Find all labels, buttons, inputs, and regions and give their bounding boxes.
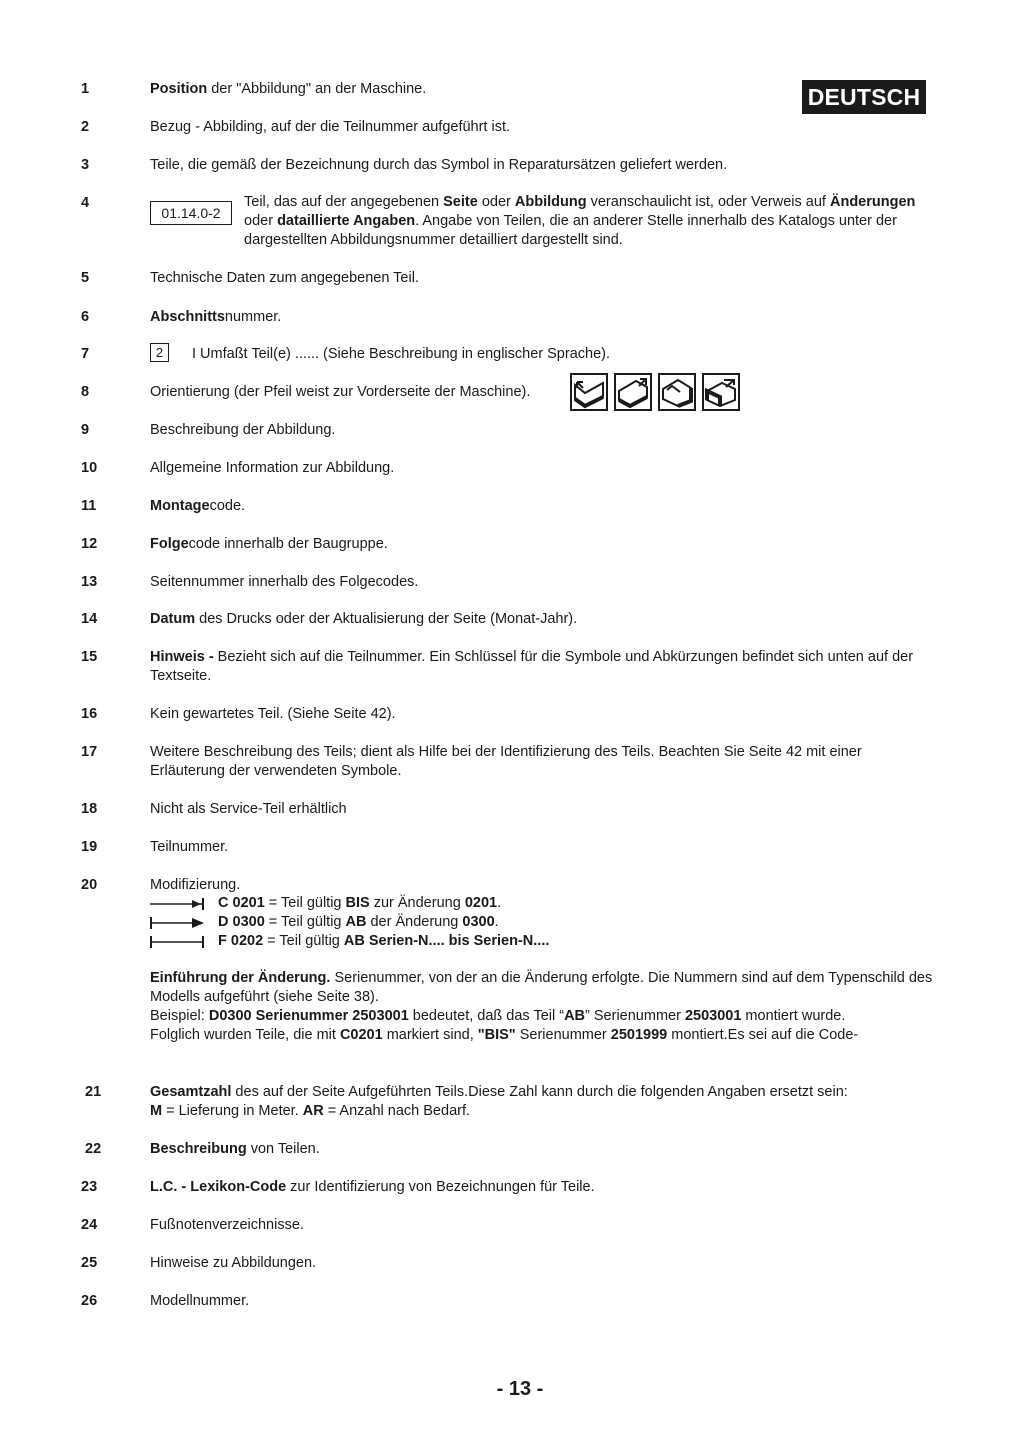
item-number: 26: [81, 1293, 98, 1309]
item-text: Teil, das auf der angegebenen Seite oder Abbildung veranschaulicht ist, oder Verweis auf Änderungen oder dataillierte Angaben. Angabe von Teilen, die an anderer Stelle innerhalb des Katalogs unter der dargestellten Abbildungsnummer detailliert dargestellt sind.: [244, 194, 916, 248]
item-text: Bezug - Abbilding, auf der die Teilnummer aufgeführt ist.: [150, 119, 511, 135]
item-text: Allgemeine Information zur Abbildung.: [150, 460, 395, 476]
item-text: Teile, die gemäß der Bezeichnung durch das Symbol in Reparatursätzen geliefert werden.: [150, 157, 728, 173]
item-text: Beschreibung von Teilen.: [150, 1141, 320, 1157]
item-text: Teilnummer.: [150, 839, 229, 855]
item-text: Datum des Drucks oder der Aktualisierung der Seite (Monat-Jahr).: [150, 611, 578, 627]
item-number: 18: [81, 801, 98, 817]
item-text: Technische Daten zum angegebenen Teil.: [150, 270, 419, 286]
item-number: 22: [85, 1141, 102, 1157]
item-number: 7: [81, 346, 90, 362]
item-number: 10: [81, 460, 98, 476]
orientation-right-rear-icon: [702, 373, 740, 411]
item-number: 12: [81, 536, 98, 552]
orientation-right-front-icon: [614, 373, 652, 411]
modification-intro: Einführung der Änderung. Serienummer, von der an die Änderung erfolgte. Die Nummern sind auf dem Typenschild des Modells aufgeführt (siehe Seite 38). Beispiel: D0300 Serienummer 2503001 bedeutet, daß das Teil “AB” Serienummer 2503001 montiert wurde. Folglich wurden Teile, die mit C0201 markiert sind, "BIS" Serienummer 2501999 montiert.Es sei auf die Code-: [150, 970, 933, 1043]
item-number: 11: [81, 498, 97, 514]
item-text: Folgecode innerhalb der Baugruppe.: [150, 536, 388, 552]
item-number: 17: [81, 744, 98, 760]
orientation-left-front-icon: [570, 373, 608, 411]
item-number: 16: [81, 706, 98, 722]
item-number: 14: [81, 611, 98, 627]
item-number: 6: [81, 309, 90, 325]
page-number: - 13 -: [496, 1378, 544, 1400]
item-number: 13: [81, 574, 98, 590]
item-number: 24: [81, 1217, 98, 1233]
item-text: Montagecode.: [150, 498, 246, 514]
item-text: Position der "Abbildung" an der Maschine.: [150, 81, 427, 97]
item-text: Abschnittsnummer.: [150, 309, 282, 325]
item-text: Gesamtzahl des auf der Seite Aufgeführten Teils.Diese Zahl kann durch die folgenden Angaben ersetzt sein: M = Lieferung in Meter. AR = Anzahl nach Bedarf.: [150, 1084, 848, 1119]
item-number: 25: [81, 1255, 98, 1271]
item-text: I Umfaßt Teil(e) ...... (Siehe Beschreibung in englischer Sprache).: [192, 346, 611, 362]
item-number: 21: [85, 1084, 102, 1100]
item-text: Hinweise zu Abbildungen.: [150, 1255, 317, 1271]
quantity-box: 2: [150, 343, 169, 362]
item-text: Orientierung (der Pfeil weist zur Vorderseite der Maschine).: [150, 384, 531, 400]
item-number: 9: [81, 422, 90, 438]
item-number: 5: [81, 270, 90, 286]
item-text: Nicht als Service-Teil erhältlich: [150, 801, 347, 817]
item-text: Kein gewartetes Teil. (Siehe Seite 42).: [150, 706, 396, 722]
item-number: 3: [81, 157, 90, 173]
language-badge: DEUTSCH: [802, 80, 926, 114]
item-number: 15: [81, 649, 98, 665]
orientation-icons: [570, 373, 740, 411]
item-number: 1: [81, 81, 90, 97]
item-number: 23: [81, 1179, 98, 1195]
item-text: Weitere Beschreibung des Teils; dient als Hilfe bei der Identifizierung des Teils. Beachten Sie Seite 42 mit einer Erläuterung der verwendeten Symbole.: [150, 744, 862, 779]
item-number: 8: [81, 384, 90, 400]
item-text: Hinweis - Bezieht sich auf die Teilnummer. Ein Schlüssel für die Symbole und Abkürzungen befindet sich unten auf der Textseite.: [150, 649, 914, 684]
arrow-until-icon: [150, 898, 206, 910]
item-number: 2: [81, 119, 90, 135]
item-text: Fußnotenverzeichnisse.: [150, 1217, 304, 1233]
item-text: Seitennummer innerhalb des Folgecodes.: [150, 574, 419, 590]
item-text: Modifizierung.: [150, 877, 241, 893]
item-number: 20: [81, 877, 98, 893]
reference-box: 01.14.0-2: [150, 201, 232, 225]
range-bar-icon: [150, 936, 206, 948]
item-text: Modellnummer.: [150, 1293, 250, 1309]
item-number: 4: [81, 195, 90, 211]
item-text: Beschreibung der Abbildung.: [150, 422, 336, 438]
item-number: 19: [81, 839, 98, 855]
arrow-from-icon: [150, 917, 206, 929]
item-text: L.C. - Lexikon-Code zur Identifizierung von Bezeichnungen für Teile.: [150, 1179, 595, 1195]
orientation-left-rear-icon: [658, 373, 696, 411]
